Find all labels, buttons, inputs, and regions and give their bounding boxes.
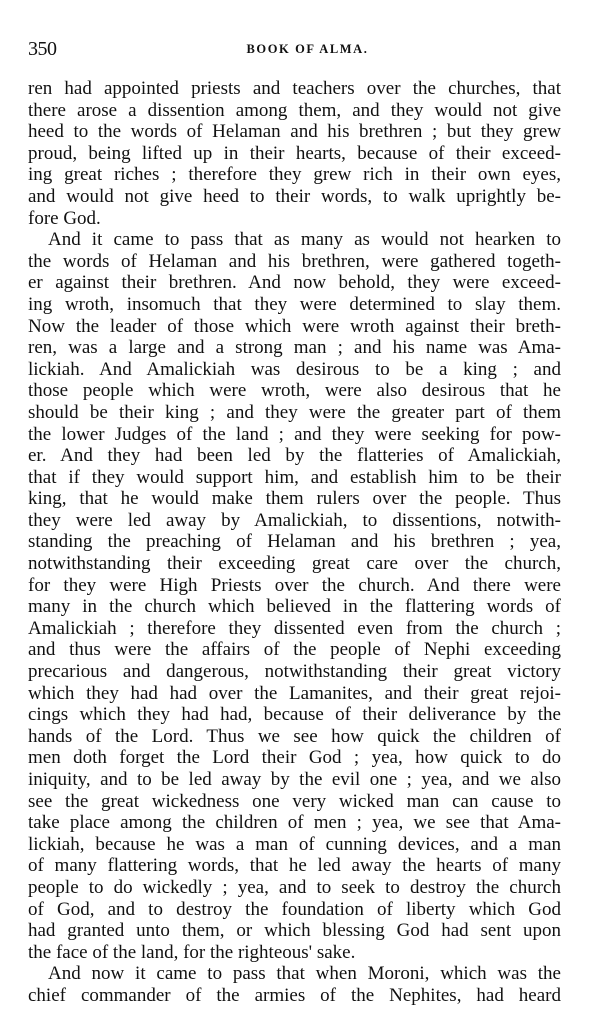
- text-line: there arose a dissention among them, and they would not give: [28, 99, 561, 121]
- text-line: er. And they had been led by the flatteries of Amalickiah,: [28, 445, 561, 467]
- text-line: take place among the children of men ; yea, we see that Ama-: [28, 812, 561, 834]
- text-line: of God, and to destroy the foundation of liberty which God: [28, 898, 561, 920]
- text-line: should be their king ; and they were the greater part of them: [28, 401, 561, 423]
- text-line: king, that he would make them rulers over the people. Thus: [28, 488, 561, 510]
- text-line: proud, being lifted up in their hearts, because of their exceed-: [28, 142, 561, 164]
- running-head: [28, 38, 561, 62]
- text-line: which they had had over the Lamanites, and their great rejoi-: [28, 682, 561, 704]
- text-line: heed to the words of Helaman and his brethren ; but they grew: [28, 121, 561, 143]
- text-line: and thus were the affairs of the people of Nephi exceeding: [28, 639, 561, 661]
- text-line: fore God.: [28, 207, 101, 229]
- text-line: those people which were wroth, were also desirous that he: [28, 380, 561, 402]
- text-line: of many flattering words, that he led away the hearts of many: [28, 855, 561, 877]
- text-line: ren, was a large and a strong man ; and his name was Ama-: [28, 337, 561, 359]
- text-line: had granted unto them, or which blessing God had sent upon: [28, 920, 561, 942]
- paragraph-2: [28, 229, 561, 963]
- text-line: lickiah, because he was a man of cunning devices, and a man: [28, 833, 561, 855]
- text-line: ing great riches ; therefore they grew rich in their own eyes,: [28, 164, 561, 186]
- text-line: they were led away by Amalickiah, to dissentions, notwith-: [28, 509, 561, 531]
- text-line: chief commander of the armies of the Nephites, had heard: [28, 984, 561, 1006]
- text-line: precarious and dangerous, notwithstanding their great victory: [28, 661, 561, 683]
- text-line: for they were High Priests over the church. And there were: [28, 574, 561, 596]
- text-line: And it came to pass that as many as would not hearken to: [48, 229, 561, 251]
- text-line: and would not give heed to their words, to walk uprightly be-: [28, 185, 561, 207]
- text-line: the lower Judges of the land ; and they were seeking for pow-: [28, 423, 561, 445]
- text-line: hands of the Lord. Thus we see how quick the children of: [28, 725, 561, 747]
- text-line: ren had appointed priests and teachers over the churches, that: [28, 78, 561, 99]
- text-line: notwithstanding their exceeding great care over the church,: [28, 553, 561, 575]
- paragraph-1: [28, 78, 561, 229]
- running-title: BOOK OF ALMA.: [246, 42, 369, 56]
- text-line: men doth forget the Lord their God ; yea, how quick to do: [28, 747, 561, 769]
- page-number: 350: [28, 38, 57, 60]
- text-line: people to do wickedly ; yea, and to seek to destroy the church: [28, 876, 561, 898]
- text-line: er against their brethren. And now behold, they were exceed-: [28, 272, 561, 294]
- text-line: cings which they had had, because of their deliverance by the: [28, 704, 561, 726]
- text-line: lickiah. And Amalickiah was desirous to be a king ; and: [28, 358, 561, 380]
- text-line: the face of the land, for the righteous' sake.: [28, 941, 356, 963]
- text-line: iniquity, and to be led away by the evil one ; yea, and we also: [28, 769, 561, 790]
- text-line: ing wroth, insomuch that they were determined to slay them.: [28, 293, 561, 315]
- paragraph-3: [28, 963, 561, 1006]
- text-line: that if they would support him, and establish him to be their: [28, 466, 561, 488]
- text-line: see the great wickedness one very wicked man can cause to: [28, 790, 561, 812]
- text-line: standing the preaching of Helaman and his brethren ; yea,: [28, 531, 561, 553]
- body-text: [28, 78, 561, 1007]
- text-line: many in the church which believed in the flattering words of: [28, 596, 561, 618]
- text-line: the words of Helaman and his brethren, were gathered togeth-: [28, 250, 561, 272]
- text-line: And now it came to pass that when Moroni, which was the: [48, 963, 561, 985]
- text-line: Amalickiah ; therefore they dissented even from the church ;: [28, 617, 561, 639]
- text-line: Now the leader of those which were wroth against their breth-: [28, 315, 561, 337]
